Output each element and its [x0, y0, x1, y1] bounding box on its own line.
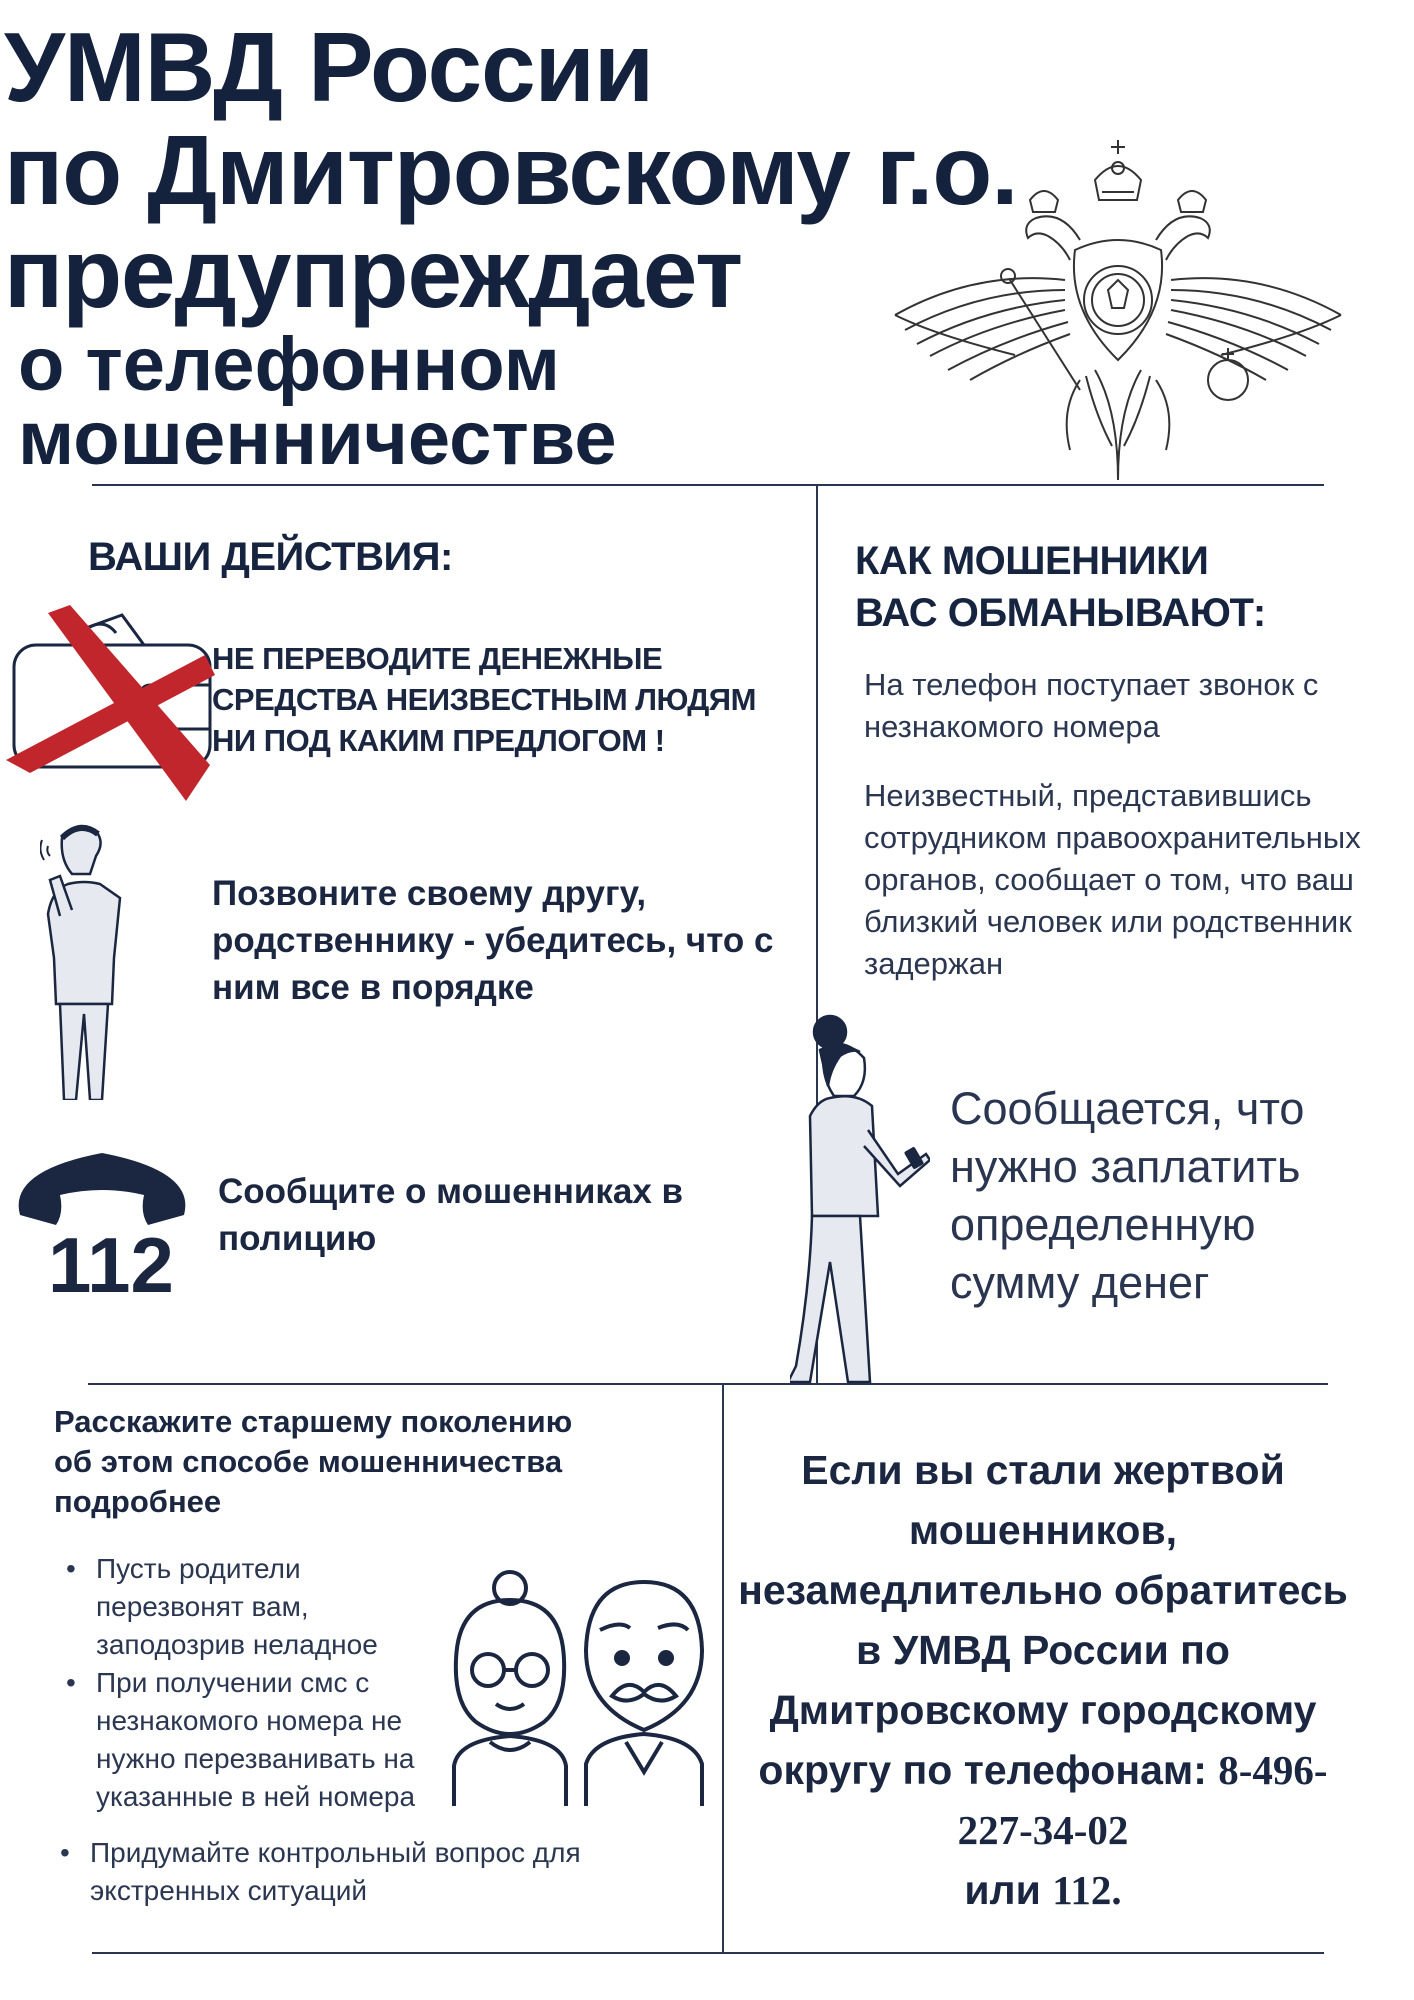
victim-contact-block [738, 1440, 1348, 1920]
report-advice: Сообщите о мошенниках в полицию [218, 1172, 684, 1258]
scheme-heading-line-1: КАК МОШЕННИКИ [855, 539, 1209, 583]
scheme-heading-line-2: ВАС ОБМАНЫВАЮТ: [855, 591, 1266, 635]
victim-alt-phone: 112. [1052, 1867, 1122, 1913]
page-title [4, 12, 1018, 481]
divider-center-bottom [722, 1384, 724, 1952]
elderly-couple-illustration [440, 1570, 710, 1810]
scheme-step-1: На телефон поступает звонок с незнакомого номера [864, 667, 1319, 744]
call-friend-advice: Позвоните своему другу, родственнику - убедитесь, что с ним все в порядке [212, 874, 774, 1007]
red-cross-icon [0, 605, 215, 805]
elders-tip-1: • Пусть родители перезвонят вам, заподозрив неладное [56, 1550, 456, 1664]
victim-phone-number: 8-496-227-34-02 [957, 1747, 1328, 1853]
title-line-5: мошенничестве [18, 396, 617, 481]
title-line-3: предупреждает [4, 218, 743, 328]
scheme-heading [855, 535, 1266, 639]
elders-tip-3: • Придумайте контрольный вопрос для экстренных ситуаций [50, 1834, 690, 1910]
scheme-step-3: Сообщается, что нужно заплатить определенную сумму денег [950, 1083, 1305, 1308]
victim-or-label: или [964, 1867, 1041, 1913]
emergency-number: 112 [48, 1221, 174, 1309]
elders-tip-2: • При получении смс с незнакомого номера не нужно перезванивать на указанные в ней номера [56, 1664, 456, 1816]
actions-heading: ВАШИ ДЕЙСТВИЯ: [88, 535, 453, 579]
title-line-2: по Дмитровскому г.о. [4, 115, 1018, 225]
no-transfer-warning: НЕ ПЕРЕВОДИТЕ ДЕНЕЖНЫЕ СРЕДСТВА НЕИЗВЕСТНЫМ ЛЮДЯМ НИ ПОД КАКИМ ПРЕДЛОГОМ ! [212, 641, 756, 758]
divider-bottom [92, 1952, 1324, 1954]
scheme-step-2: Неизвестный, представившись сотрудником правоохранительных органов, сообщает о том, что ваш близкий человек или родственник задержан [864, 778, 1361, 981]
double-headed-eagle-emblem [890, 130, 1410, 490]
elders-heading: Расскажите старшему поколению об этом способе мошенничества подробнее [54, 1404, 573, 1519]
elders-tips-list-extra [50, 1834, 690, 1910]
divider-middle [88, 1383, 1328, 1385]
elders-tips-list [56, 1550, 456, 1816]
title-line-4: о телефонном [18, 322, 560, 407]
divider-top [92, 484, 1324, 486]
victim-contact-text: Если вы стали жертвой мошенников, незамедлительно обратитесь в УМВД России по Дмитровскому городскому округу по телефонам: [738, 1447, 1348, 1793]
woman-with-phone-illustration [790, 1010, 930, 1385]
title-line-1: УМВД России [4, 12, 654, 122]
man-on-phone-illustration [40, 820, 160, 1100]
